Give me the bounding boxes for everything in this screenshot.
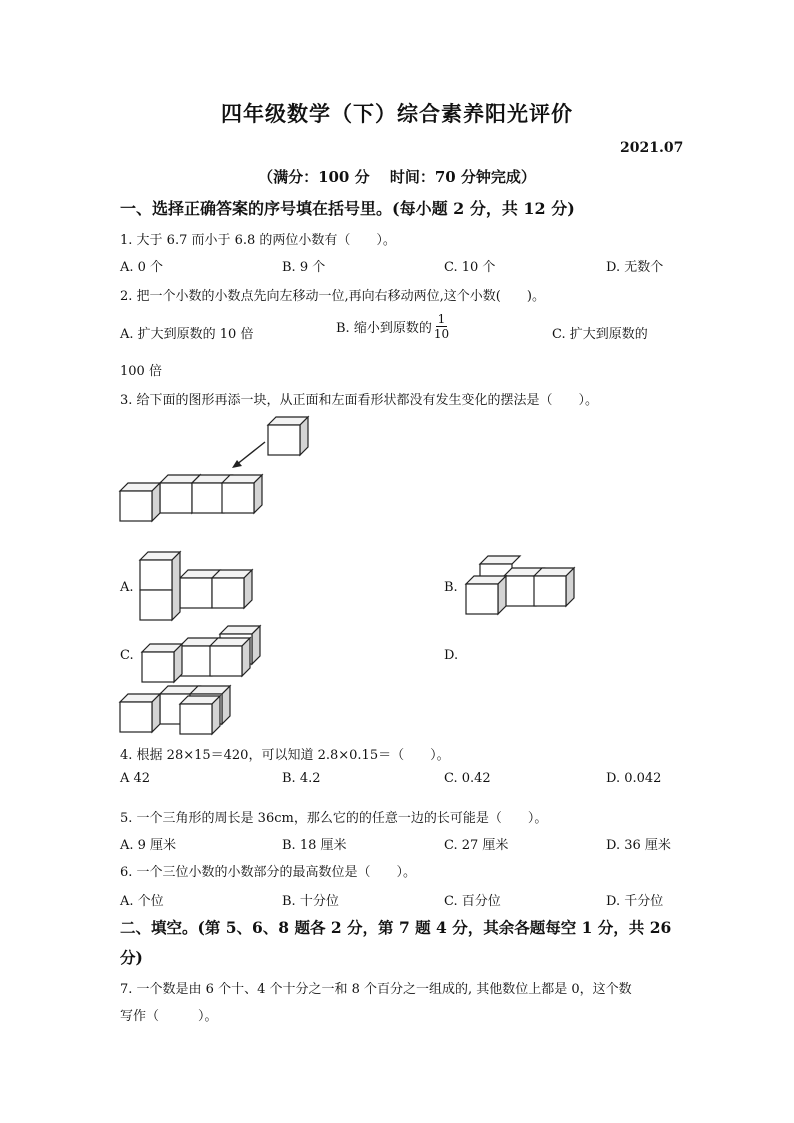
q2-option-a: A. 扩大到原数的 10 倍 bbox=[120, 327, 254, 342]
q6-option-d: D. 千分位 bbox=[606, 894, 664, 909]
q3-option-b-label: B. bbox=[444, 580, 458, 595]
fraction-denominator: 10 bbox=[433, 327, 450, 341]
q5-option-c: C. 27 厘米 bbox=[444, 838, 509, 853]
question-4: 4. 根据 28×15＝420，可以知道 2.8×0.15＝（ ）。 bbox=[120, 748, 450, 763]
fraction-one-tenth bbox=[434, 312, 449, 341]
q6-option-b: B. 十分位 bbox=[282, 894, 339, 909]
q3-base-figure bbox=[110, 405, 360, 530]
q3-option-b-figure bbox=[464, 556, 584, 616]
section2-heading-line2: 分) bbox=[120, 948, 143, 967]
q2-option-b-text: B. 缩小到原数的 bbox=[336, 321, 432, 336]
q5-option-d: D. 36 厘米 bbox=[606, 838, 671, 853]
arrow-icon bbox=[232, 442, 265, 468]
q3-option-d-figure bbox=[118, 686, 248, 746]
q4-option-c: C. 0.42 bbox=[444, 771, 491, 786]
q6-option-c: C. 百分位 bbox=[444, 894, 501, 909]
q5-option-b: B. 18 厘米 bbox=[282, 838, 347, 853]
question-5: 5. 一个三角形的周长是 36cm，那么它的的任意一边的长可能是（ ）。 bbox=[120, 811, 548, 826]
question-6: 6. 一个三位小数的小数部分的最高数位是（ ）。 bbox=[120, 865, 417, 880]
question-7-line2: 写作（ ）。 bbox=[120, 1009, 218, 1024]
single-cube bbox=[268, 417, 308, 455]
q3-option-a-figure bbox=[140, 552, 260, 622]
q1-option-c: C. 10 个 bbox=[444, 260, 496, 275]
q3-option-d-label: D. bbox=[444, 648, 459, 663]
question-7-line1: 7. 一个数是由 6 个十、4 个十分之一和 8 个百分之一组成的, 其他数位上都是 0，这个数 bbox=[120, 982, 632, 997]
section2-heading-line1: 二、填空。(第 5、6、8 题各 2 分，第 7 题 4 分，其余各题每空 1 分，共 26 bbox=[120, 918, 672, 937]
q2-option-b bbox=[336, 312, 449, 341]
base-shape bbox=[120, 475, 262, 521]
q3-option-a-label: A. bbox=[120, 580, 134, 595]
q1-option-b: B. 9 个 bbox=[282, 260, 326, 275]
q2-option-c: C. 扩大到原数的 bbox=[552, 327, 648, 342]
q4-option-a: A 42 bbox=[120, 771, 151, 786]
q3-option-c-figure bbox=[140, 626, 270, 686]
exam-date: 2021.07 bbox=[620, 140, 684, 156]
q6-option-a: A. 个位 bbox=[120, 894, 164, 909]
exam-meta: （满分：100 分 时间：70 分钟完成） bbox=[258, 168, 536, 186]
question-2: 2. 把一个小数的小数点先向左移动一位,再向右移动两位,这个小数( )。 bbox=[120, 289, 545, 304]
q1-option-a: A. 0 个 bbox=[120, 260, 164, 275]
q5-option-a: A. 9 厘米 bbox=[120, 838, 177, 853]
fraction-numerator: 1 bbox=[437, 312, 446, 326]
q2-option-c-continued: 100 倍 bbox=[120, 364, 162, 379]
q3-option-c-label: C. bbox=[120, 648, 134, 663]
q1-option-d: D. 无数个 bbox=[606, 260, 664, 275]
q4-option-d: D. 0.042 bbox=[606, 771, 662, 786]
question-1: 1. 大于 6.7 而小于 6.8 的两位小数有（ ）。 bbox=[120, 233, 396, 248]
page-title: 四年级数学（下）综合素养阳光评价 bbox=[221, 101, 573, 126]
question-3: 3. 给下面的图形再添一块，从正面和左面看形状都没有发生变化的摆法是（ ）。 bbox=[120, 393, 599, 408]
q4-option-b: B. 4.2 bbox=[282, 771, 321, 786]
section1-heading: 一、选择正确答案的序号填在括号里。(每小题 2 分，共 12 分) bbox=[120, 199, 575, 218]
